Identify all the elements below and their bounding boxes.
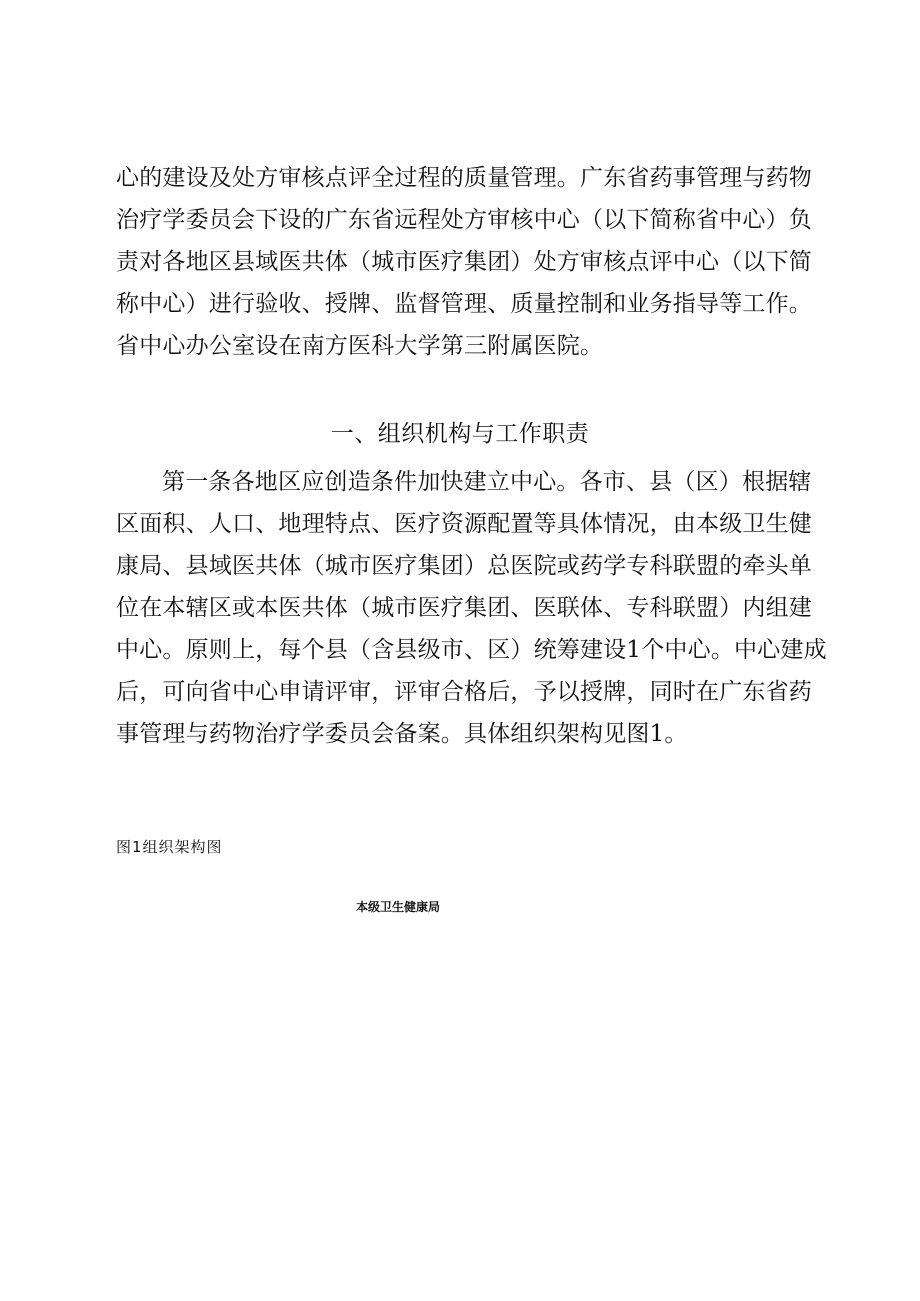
intro-line-3: 责对各地区县域医共体（城市医疗集团）处方审核点评中心（以下简 [116,249,812,275]
article-1-line-2: 区面积、人口、地理特点、医疗资源配置等具体情况，由本级卫生健 [116,511,812,537]
org-chart-top-node: 本级卫生健康局 [356,900,441,914]
article-1-line-3: 康局、县域医共体（城市医疗集团）总医院或药学专科联盟的牵头单 [116,553,812,579]
intro-line-4: 称中心）进行验收、授牌、监督管理、质量控制和业务指导等工作。 [116,291,812,317]
article-1-line-6: 后，可向省中心申请评审，评审合格后，予以授牌，同时在广东省药 [116,679,812,705]
intro-line-5: 省中心办公室设在南方医科大学第三附属医院。 [116,333,604,359]
article-1-line-1: 第一条各地区应创造条件加快建立中心。各市、县（区）根据辖 [162,469,812,495]
section-heading: 一、组织机构与工作职责 [330,421,590,447]
article-1-line-7: 事管理与药物治疗学委员会备案。具体组织架构见图1。 [116,721,688,747]
figure-caption: 图1组织架构图 [116,838,223,856]
intro-line-2: 治疗学委员会下设的广东省远程处方审核中心（以下简称省中心）负 [116,207,812,233]
article-1-line-5: 中心。原则上，每个县（含县级市、区）统筹建设1个中心。中心建成 [116,637,827,663]
intro-line-1: 心的建设及处方审核点评全过程的质量管理。广东省药事管理与药物 [116,165,812,191]
article-1-line-4: 位在本辖区或本医共体（城市医疗集团、医联体、专科联盟）内组建 [116,595,812,621]
